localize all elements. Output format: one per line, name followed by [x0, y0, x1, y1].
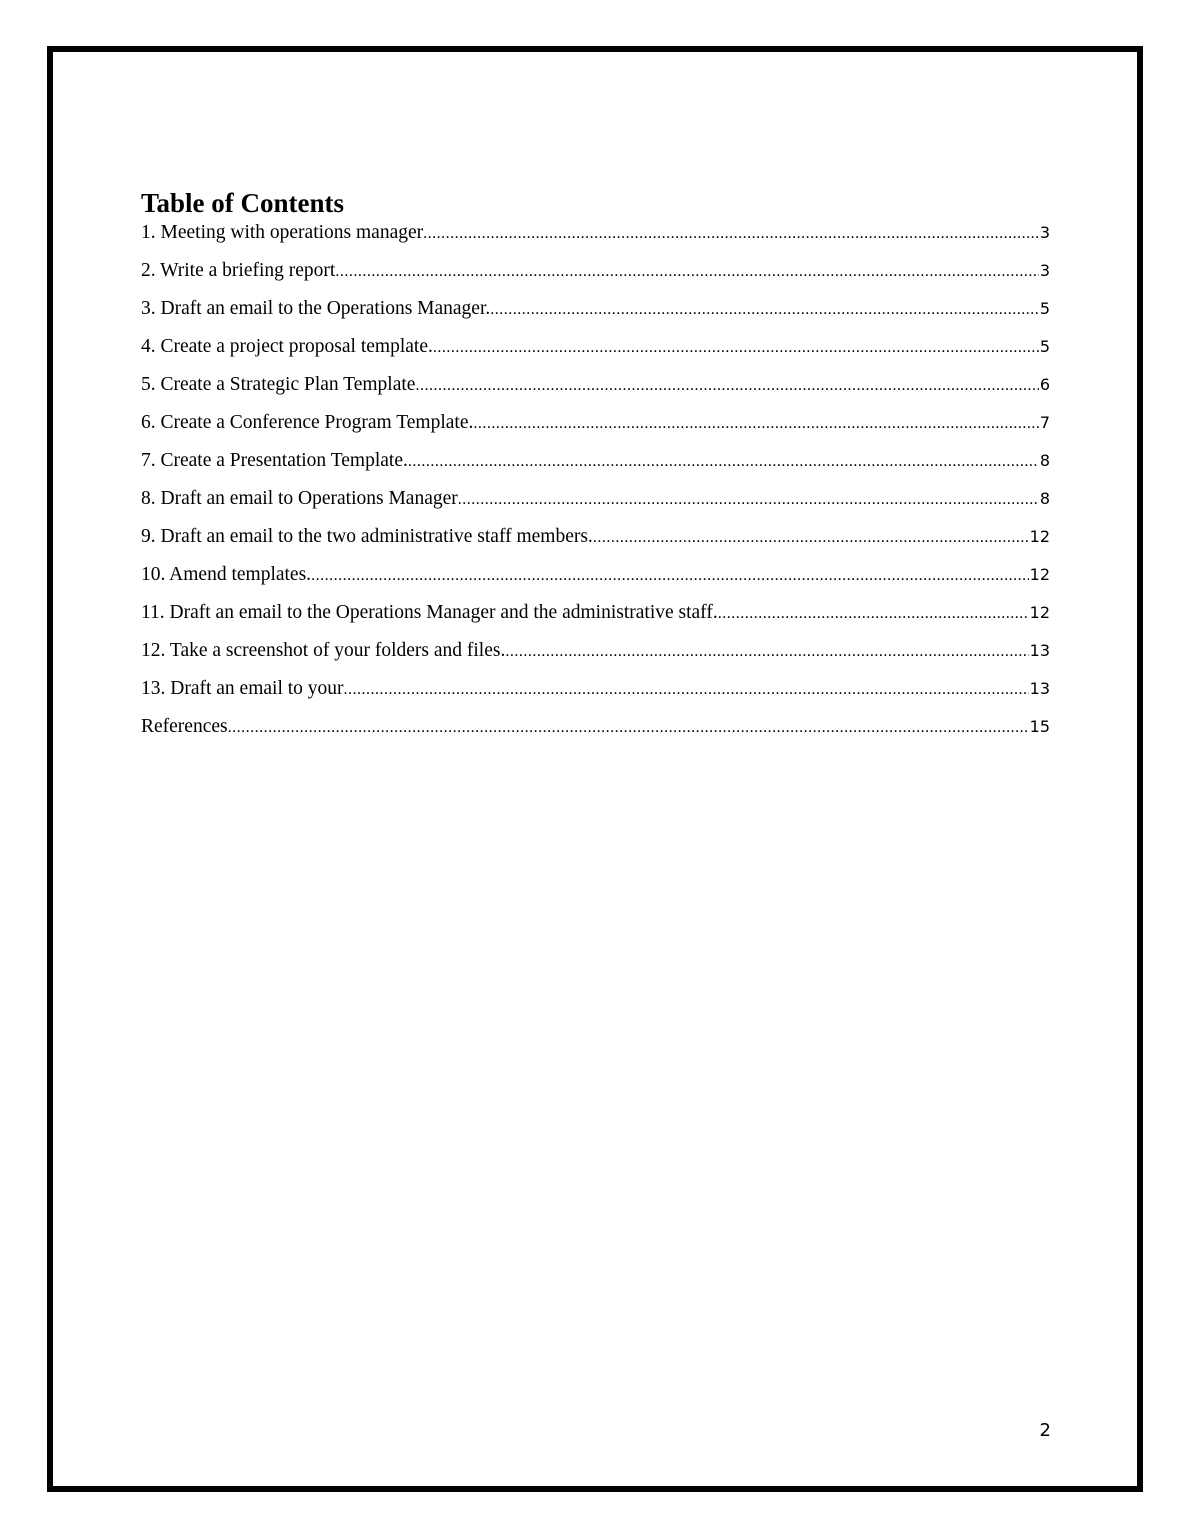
page-number: 2	[1039, 1420, 1051, 1441]
toc-entry-label: 9. Draft an email to the two administrative staff members.	[141, 526, 593, 547]
toc-dot-leader	[335, 261, 1038, 283]
toc-entry[interactable]	[141, 640, 1050, 678]
toc-heading: Table of Contents	[141, 188, 345, 218]
toc-dot-leader	[311, 565, 1029, 587]
toc-entry[interactable]	[141, 678, 1050, 716]
toc-entry-label: 1. Meeting with operations manager	[141, 222, 424, 243]
toc-entry-page: 3	[1039, 223, 1050, 242]
toc-entry-page: 12	[1029, 565, 1050, 584]
toc-entry-page: 8	[1039, 451, 1050, 470]
toc-entry-page: 5	[1039, 299, 1050, 318]
toc-entry[interactable]	[141, 564, 1050, 602]
toc-entry-page: 3	[1039, 261, 1050, 280]
toc-entry-label: 11. Draft an email to the Operations Manager and the administrative staff.	[141, 602, 718, 623]
toc-entry-label: 3. Draft an email to the Operations Manager.	[141, 298, 491, 319]
toc-dot-leader	[344, 679, 1029, 701]
toc-entry-page: 5	[1039, 337, 1050, 356]
toc-entry-page: 12	[1029, 527, 1050, 546]
toc-entry[interactable]	[141, 298, 1050, 336]
toc-dot-leader	[408, 451, 1039, 473]
toc-entry-label: References	[141, 716, 228, 737]
toc-entry[interactable]	[141, 716, 1050, 754]
toc-dot-leader	[473, 413, 1038, 435]
toc-entry-label: 5. Create a Strategic Plan Template	[141, 374, 416, 395]
toc-entry-label: 7. Create a Presentation Template.	[141, 450, 408, 471]
toc-dot-leader	[505, 641, 1028, 663]
toc-entry-label: 13. Draft an email to your	[141, 678, 344, 699]
toc-entry-label: 8. Draft an email to Operations Manager	[141, 488, 458, 509]
toc-entry[interactable]	[141, 222, 1050, 260]
toc-entry-page: 8	[1039, 489, 1050, 508]
toc-entry[interactable]	[141, 374, 1050, 412]
toc-dot-leader	[593, 527, 1029, 549]
toc-entry-label: 12. Take a screenshot of your folders and files.	[141, 640, 506, 661]
toc-entry[interactable]	[141, 412, 1050, 450]
toc-entry-page: 12	[1029, 603, 1050, 622]
toc-dot-leader	[718, 603, 1029, 625]
toc-dot-leader	[458, 489, 1039, 511]
table-of-contents	[141, 186, 1050, 754]
toc-entry[interactable]	[141, 526, 1050, 564]
toc-entry-page: 13	[1029, 641, 1050, 660]
toc-dot-leader	[433, 337, 1039, 359]
toc-entry-label: 10. Amend templates.	[141, 564, 312, 585]
toc-dot-leader	[415, 375, 1038, 397]
toc-entry-label: 6. Create a Conference Program Template.	[141, 412, 474, 433]
toc-entry-label: 2. Write a briefing report	[141, 260, 336, 281]
toc-dot-leader	[228, 717, 1029, 739]
toc-entry[interactable]	[141, 602, 1050, 640]
toc-entry[interactable]	[141, 488, 1050, 526]
toc-entry-label: 4. Create a project proposal template.	[141, 336, 433, 357]
toc-list	[141, 222, 1050, 754]
toc-entry-page: 7	[1039, 413, 1050, 432]
toc-entry[interactable]	[141, 336, 1050, 374]
toc-dot-leader	[423, 223, 1039, 245]
toc-entry[interactable]	[141, 260, 1050, 298]
toc-entry-page: 15	[1029, 717, 1050, 736]
toc-entry-page: 13	[1029, 679, 1050, 698]
toc-entry-page: 6	[1039, 375, 1050, 394]
toc-entry[interactable]	[141, 450, 1050, 488]
toc-dot-leader	[490, 299, 1039, 321]
